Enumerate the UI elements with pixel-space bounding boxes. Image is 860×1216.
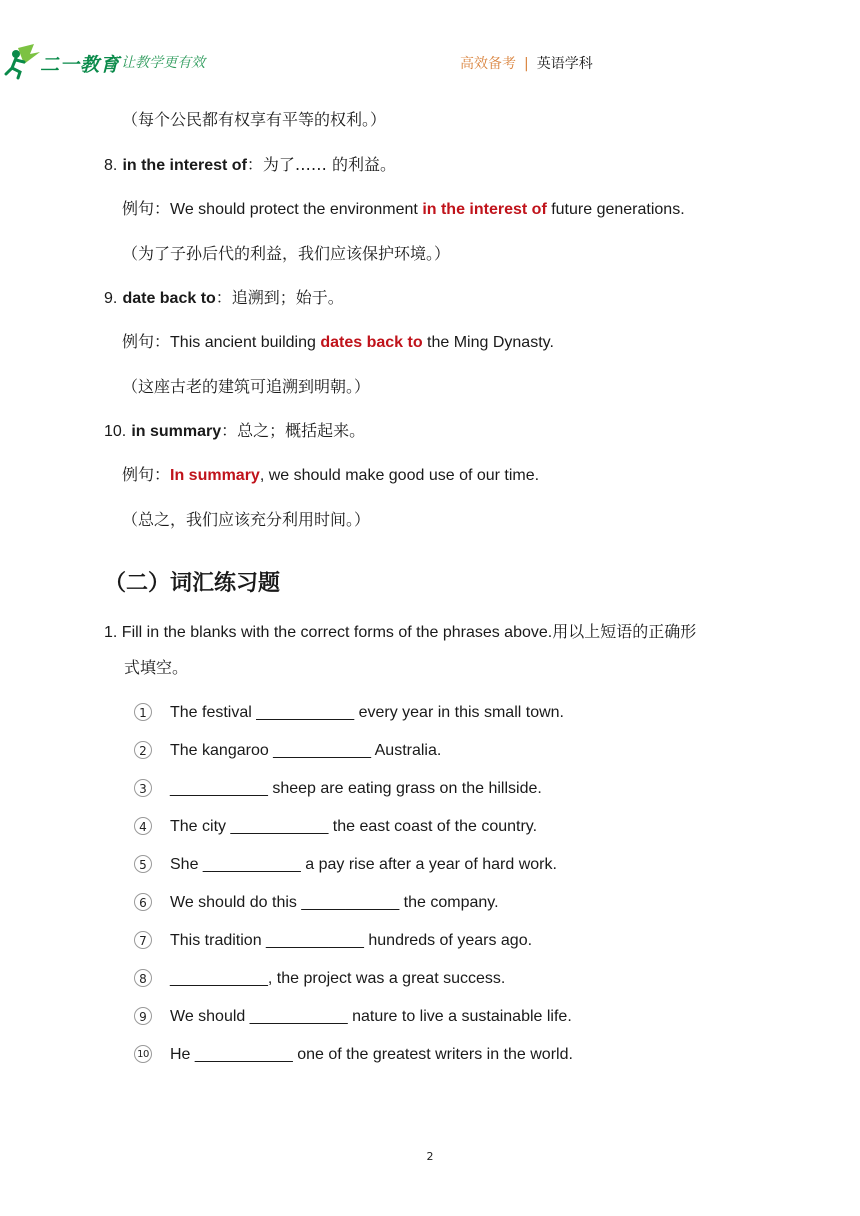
exercise-sentence: ___________ sheep are eating grass on the hillside. <box>170 780 542 797</box>
header-separator: | <box>524 56 529 72</box>
translation-9: （这座古老的建筑可追溯到明朝。） <box>122 377 371 396</box>
circled-number: 2 <box>134 741 152 759</box>
phrase-term: in the interest of <box>122 157 247 174</box>
slogan: / 让教学更有效 <box>112 55 206 71</box>
exercise-item <box>134 740 784 764</box>
header-subject-label: 英语学科 <box>536 56 593 72</box>
translation-7: （每个公民都有权享有平等的权利。） <box>122 110 387 129</box>
exercise-sentence: The kangaroo ___________ Australia. <box>170 742 442 759</box>
exercise-item <box>134 968 784 992</box>
exercise-sentence: She ___________ a pay rise after a year of hard work. <box>170 856 557 873</box>
exercise-sentence: The festival ___________ every year in this small town. <box>170 704 564 721</box>
example-label: 例句： <box>122 332 171 351</box>
logo-text: 二一教育 <box>40 54 121 76</box>
page-header <box>0 40 860 84</box>
question-line-2: 式填空。 <box>124 658 189 677</box>
exercise-item <box>134 702 784 726</box>
translation-10: （总之，我们应该充分利用时间。） <box>122 510 371 529</box>
phrase-meaning: ：总之；概括起来。 <box>221 421 366 440</box>
section-title: （二）词汇练习题 <box>104 571 281 596</box>
question-line-1 <box>104 622 696 644</box>
example-text: This ancient building <box>170 334 321 351</box>
question-text: Fill in the blanks with the correct forms of the phrases above.用以上短语的正确形 <box>121 624 697 641</box>
circled-number: 8 <box>134 969 152 987</box>
circled-number: 7 <box>134 931 152 949</box>
exercise-sentence: This tradition ___________ hundreds of years ago. <box>170 932 533 949</box>
header-subject <box>460 53 593 73</box>
circled-number: 3 <box>134 779 152 797</box>
header-exam-label: 高效备考 <box>460 56 516 72</box>
phrase-meaning: ：追溯到；始于。 <box>215 288 344 307</box>
example-key-phrase: in the interest of <box>422 201 547 218</box>
entry-number: 9. <box>104 290 118 307</box>
exercise-item <box>134 892 784 916</box>
example-text: , we should make good use of our time. <box>259 467 540 484</box>
example-10 <box>122 464 539 487</box>
exercise-sentence: We should ___________ nature to live a sustainable life. <box>170 1008 572 1025</box>
example-text: We should protect the environment <box>170 201 423 218</box>
circled-number: 5 <box>134 855 152 873</box>
circled-number: 9 <box>134 1007 152 1025</box>
phrase-term: in summary <box>131 423 222 440</box>
circled-number: 6 <box>134 893 152 911</box>
example-key-phrase: dates back to <box>320 334 423 351</box>
exercise-sentence: The city ___________ the east coast of the country. <box>170 818 538 835</box>
circled-number: 10 <box>134 1045 152 1063</box>
page-number: 2 <box>426 1150 434 1163</box>
example-text: the Ming Dynasty. <box>422 334 554 351</box>
entry-number: 10. <box>104 423 127 440</box>
example-label: 例句： <box>122 465 171 484</box>
phrase-entry-9 <box>104 287 344 310</box>
exercise-item <box>134 1044 784 1068</box>
exercise-sentence: He ___________ one of the greatest writers in the world. <box>170 1046 573 1063</box>
circled-number: 1 <box>134 703 152 721</box>
exercise-item <box>134 1006 784 1030</box>
phrase-meaning: ：为了…… 的利益。 <box>246 155 396 174</box>
question-number: 1. <box>104 624 118 641</box>
exercise-sentence: ___________, the project was a great success. <box>170 970 506 987</box>
exercise-item <box>134 816 784 840</box>
exercise-sentence: We should do this ___________ the company. <box>170 894 499 911</box>
phrase-entry-8 <box>104 154 396 177</box>
example-text: future generations. <box>546 201 685 218</box>
exercise-item <box>134 778 784 802</box>
exercise-item <box>134 930 784 954</box>
example-8 <box>122 198 685 221</box>
translation-8: （为了子孙后代的利益，我们应该保护环境。） <box>122 244 451 263</box>
entry-number: 8. <box>104 157 118 174</box>
circled-number: 4 <box>134 817 152 835</box>
example-label: 例句： <box>122 199 171 218</box>
phrase-term: date back to <box>122 290 216 307</box>
example-9 <box>122 331 554 354</box>
exercise-item <box>134 854 784 878</box>
runner-logo-icon <box>4 42 44 80</box>
example-key-phrase: In summary <box>170 467 260 484</box>
phrase-entry-10 <box>104 420 365 443</box>
